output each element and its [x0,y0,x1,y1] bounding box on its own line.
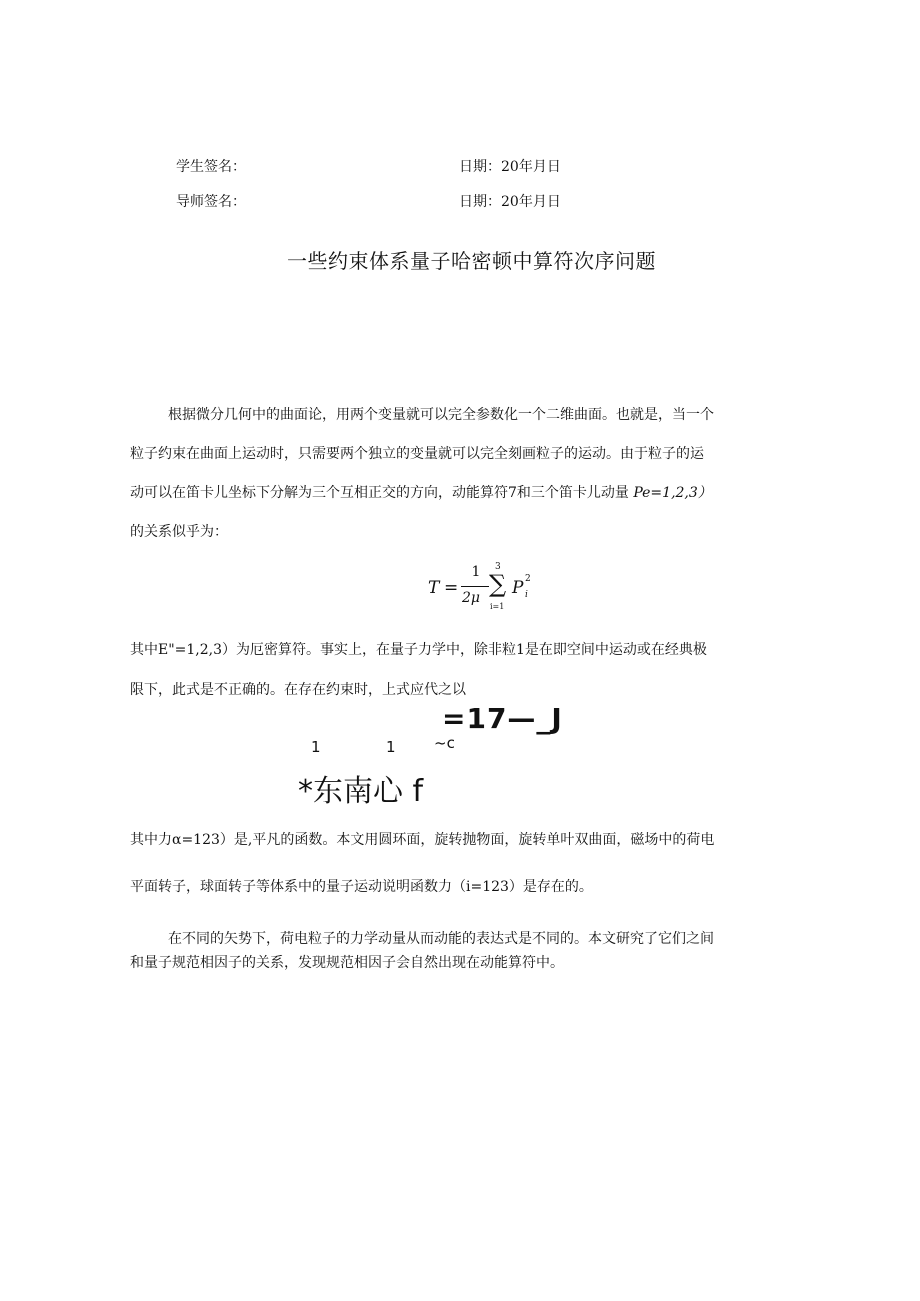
garbled-tilde-c: ~c [434,734,455,752]
formula-sigma: ∑ [489,570,507,598]
paragraph1-line4: 的关系似乎为： [130,524,228,540]
formula-denominator: 2μ [462,590,481,606]
paragraph1-line3 [130,483,712,503]
student-date: 日期：20年月日 [459,159,561,175]
paragraph1-line3-text: 动可以在笛卡儿坐标下分解为三个互相正交的方向，动能算符7和三个笛卡儿动量 [130,485,629,501]
paragraph3-line2: 平面转子，球面转子等体系中的量子运动说明函数力（i=123）是存在的。 [130,879,593,895]
advisor-date: 日期：20年月日 [459,194,561,210]
paragraph1-line3-momentum: Pe=1,2,3） [633,485,712,501]
paragraph4-line2: 和量子规范相因子的关系，发现规范相因子会自然出现在动能算符中。 [130,955,564,971]
formula-equals: = [444,578,459,598]
garbled-formula-line3: *东南心 f [298,774,424,809]
formula-lhs: T [428,578,440,598]
advisor-signature-label: 导师签名： [176,194,246,210]
paragraph2-line1: 其中E"=1,2,3）为厄密算符。事实上，在量子力学中，除非粒1是在即空间中运动或在经典极 [130,642,707,658]
formula-sum-lower: i=1 [490,602,505,611]
formula-numerator: 1 [471,564,481,580]
kinetic-energy-formula [428,564,538,620]
page-title: 一些约束体系量子哈密顿中算符次序问题 [287,249,656,273]
formula-term: P [512,578,524,598]
paragraph2-line2: 限下，此式是不正确的。在存在约束时，上式应代之以 [130,682,466,698]
paragraph1-line2: 粒子约束在曲面上运动时，只需要两个独立的变量就可以完全刻画粒子的运动。由于粒子的运 [130,446,704,462]
garbled-formula-line1: =17—_J [442,702,563,735]
paragraph4-line1: 在不同的矢势下，荷电粒子的力学动量从而动能的表达式是不同的。本文研究了它们之间 [168,931,714,947]
formula-subscript: i [525,590,528,600]
paragraph3-line1: 其中力α=123）是,平凡的函数。本文用圆环面，旋转抛物面，旋转单叶双曲面，磁场中的荷电 [130,832,715,848]
formula-superscript: 2 [525,574,531,584]
fraction-bar [461,586,489,587]
garbled-one-a: 1 [311,738,321,756]
formula-sum-upper: 3 [495,562,501,572]
garbled-one-b: 1 [386,738,396,756]
paragraph1-line1: 根据微分几何中的曲面论，用两个变量就可以完全参数化一个二维曲面。也就是，当一个 [168,407,714,423]
student-signature-label: 学生签名： [176,159,246,175]
